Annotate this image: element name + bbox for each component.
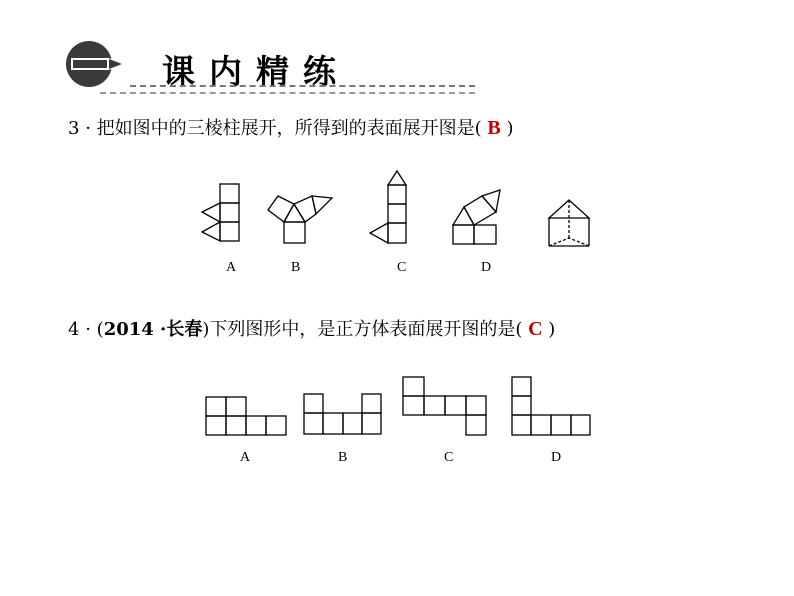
q3-option-d: D [481, 260, 492, 275]
question-close: ) [506, 118, 514, 139]
question-separator: · [85, 319, 91, 340]
answer: C [528, 318, 543, 340]
question-text: 把如图中的三棱柱展开，所得到的表面展开图是( [96, 118, 482, 139]
q3-option-c: C [397, 260, 407, 275]
q4-net-b [304, 394, 381, 434]
q3-option-a: A [226, 260, 237, 275]
q4-net-d [512, 377, 590, 435]
q3-option-b: B [291, 260, 301, 275]
question-number: 3 [68, 118, 80, 139]
q4-option-c: C [444, 450, 454, 465]
q4-option-b: B [338, 450, 348, 465]
question-source: 2014 ·长春 [103, 319, 203, 340]
q4-option-a: A [240, 450, 251, 465]
question-close: ) [548, 319, 556, 340]
q4-net-c [403, 377, 486, 435]
question-number: 4 [68, 319, 80, 340]
section-title: 课内精练 [162, 52, 350, 91]
answer: B [487, 117, 501, 139]
q4-option-d: D [551, 450, 562, 465]
question-open: ( [96, 319, 104, 340]
question-separator: · [85, 118, 91, 139]
q4-net-a [206, 397, 286, 435]
question-text: )下列图形中，是正方体表面展开图的是( [202, 319, 523, 340]
